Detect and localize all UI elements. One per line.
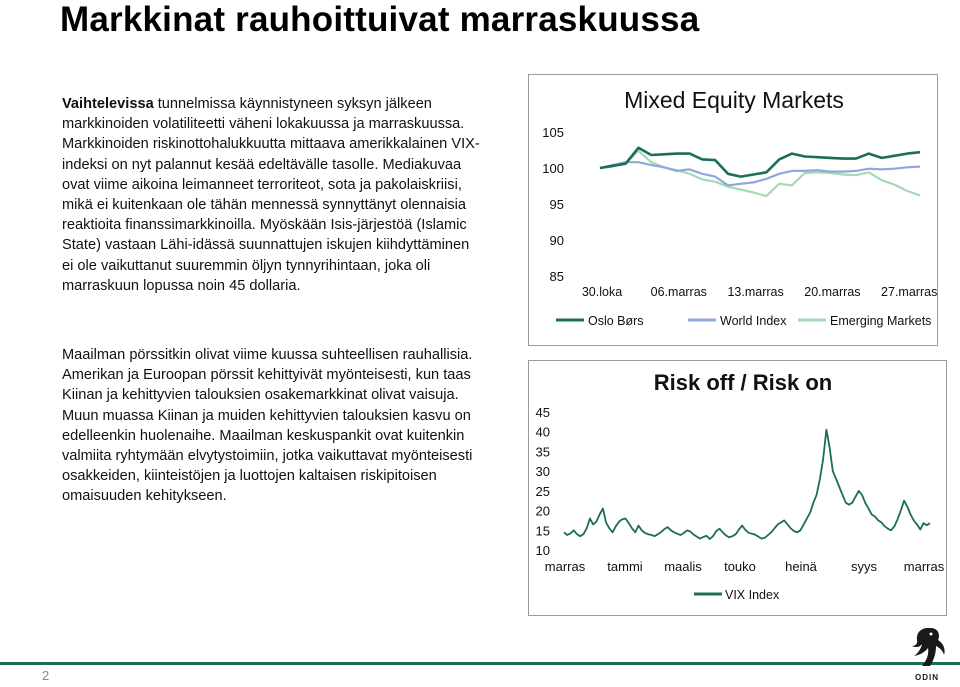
- x-tick-label: 20.marras: [804, 285, 861, 299]
- x-tick-label: 27.marras: [881, 285, 938, 299]
- x-tick-label: 30.loka: [581, 285, 623, 299]
- paragraph-stock-markets: Maailman pörssitkin olivat viime kuussa suhteellisen rauhallisia. Amerikan ja Euroopan pörssit kehittyivät myönteisesti, kun taas Kiinan ja kehittyvien talouksien osakemarkkinat olivat vaisuja. Muun muassa Kiinan ja muiden kehittyvien talouksien kasvu on edelleenkin huolenaihe. Maailman keskuspankit ovat kuitenkin valmiita ryhtymään elvytystoimiin, jotka vaikuttavat myönteisesti osakkeiden, kiinteistöjen ja luottojen kaltaisen riskipitoisen omaisuuden kehitykseen.: [62, 347, 473, 505]
- x-tick-label: marras: [903, 559, 945, 574]
- x-tick-label: 06.marras: [650, 285, 707, 299]
- x-tick-label: maalis: [664, 559, 702, 574]
- vix-chart: [528, 360, 948, 616]
- paragraph-volatility: [62, 94, 482, 296]
- raven-shape: [912, 628, 945, 666]
- y-tick-label: 15: [535, 523, 550, 539]
- y-tick-label: 45: [535, 405, 550, 420]
- legend-label: World Index: [720, 314, 787, 328]
- legend-label: VIX Index: [725, 588, 780, 602]
- y-tick-label: 90: [549, 233, 564, 248]
- footer-line: [0, 662, 960, 665]
- logo-text: ODIN: [915, 673, 939, 682]
- page-title: Markkinat rauhoittuivat marraskuussa: [60, 0, 700, 39]
- odin-logo: [898, 622, 954, 682]
- x-tick-label: marras: [544, 559, 586, 574]
- page-number: 2: [42, 668, 50, 683]
- equity-markets-chart: [528, 74, 938, 346]
- y-tick-label: 20: [535, 503, 550, 519]
- y-tick-label: 25: [535, 483, 550, 499]
- y-tick-label: 30: [535, 464, 550, 480]
- x-tick-label: 13.marras: [727, 285, 784, 299]
- x-tick-label: tammi: [607, 559, 643, 574]
- y-tick-label: 40: [535, 424, 550, 440]
- y-tick-label: 105: [542, 125, 564, 140]
- chart-border: [529, 75, 938, 346]
- equity-markets-chart-svg: [528, 74, 938, 346]
- y-tick-label: 100: [542, 161, 564, 176]
- y-tick-label: 10: [535, 543, 550, 558]
- odin-raven-icon: [898, 622, 954, 682]
- x-tick-label: touko: [724, 559, 756, 574]
- paragraph-volatility-text: tunnelmissa käynnistyneen syksyn jälkeen markkinoiden volatiliteetti väheni lokakuussa ja marraskuussa. Markkinoiden riskinottohalukkuutta mittaava amerikkalainen VIX-indeksi on nyt palannut kesää edeltävälle tasolle. Mediakuvaa ovat viime aikoina leimanneet terroriteot, sota ja pakolaiskriisi, mikä ei kuitenkaan ole tähän mennessä synnyttänyt olennaisia reaktioita finanssimarkkinoilla. Myöskään Isis-järjestöä (Islamic State) vastaan Lähi-idässä suunnattujen iskujen kiihdyttäminen ei ole vaikuttanut suuremmin öljyn tynnyrihintaan, joka oli marraskuun lopussa noin 45 dollaria.: [62, 96, 480, 294]
- legend-label: Oslo Børs: [588, 314, 644, 328]
- raven-eye: [930, 633, 933, 636]
- paragraph-lead-word: Vaihtelevissa: [62, 96, 154, 112]
- x-tick-label: syys: [851, 559, 877, 574]
- vix-chart-svg: [528, 360, 948, 616]
- y-tick-label: 85: [549, 269, 564, 284]
- y-tick-label: 95: [549, 197, 564, 212]
- legend-label: Emerging Markets: [830, 314, 932, 328]
- chart-title: Risk off / Risk on: [653, 370, 833, 395]
- x-tick-label: heinä: [785, 559, 817, 574]
- y-tick-label: 35: [535, 444, 550, 460]
- chart-border: [529, 361, 947, 616]
- chart-title: Mixed Equity Markets: [624, 87, 844, 113]
